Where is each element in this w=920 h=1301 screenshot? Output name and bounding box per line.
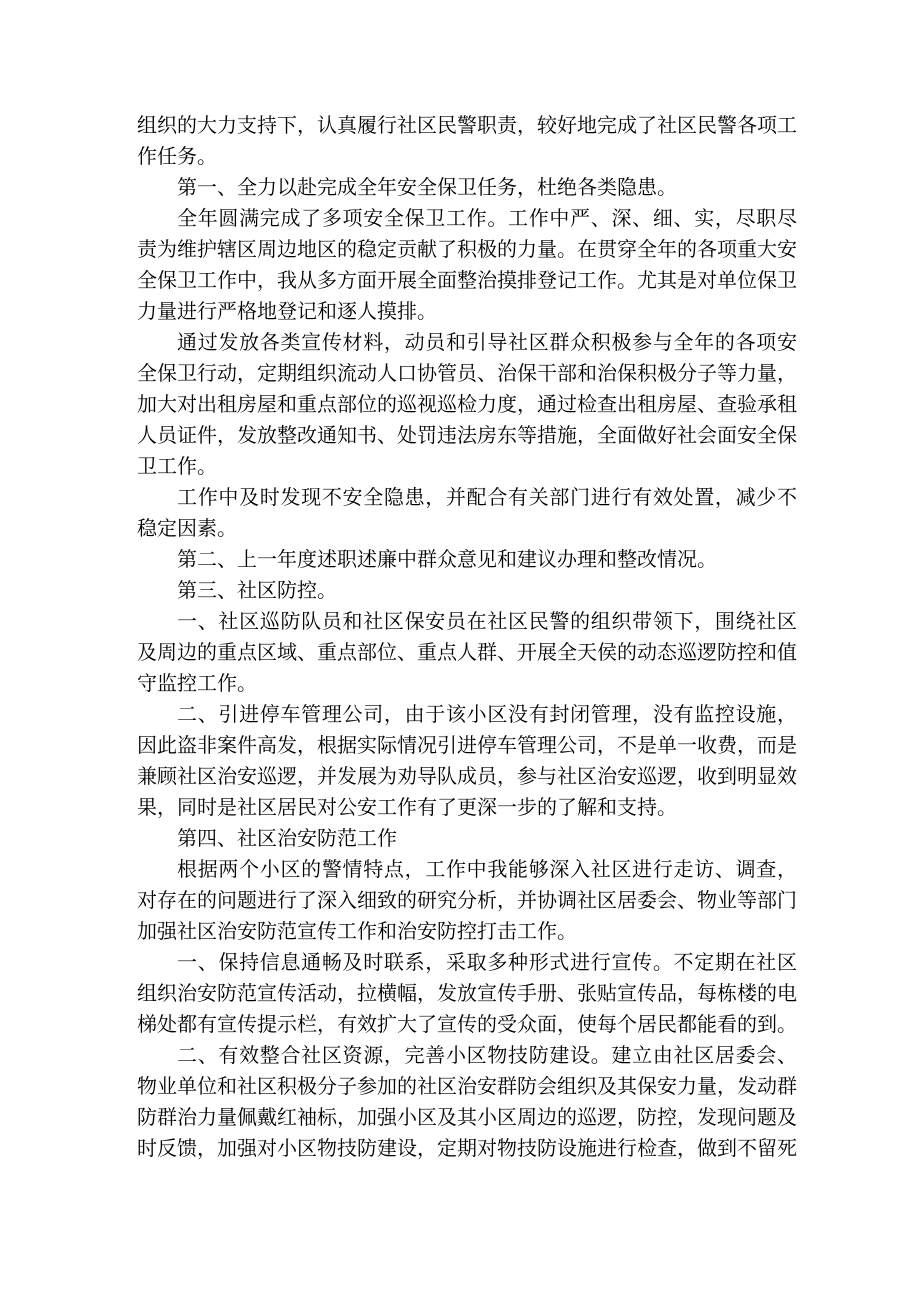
text-line: 及周边的重点区域、重点部位、重点人群、开展全天侯的动态巡逻防控和值 xyxy=(137,642,797,664)
text-line: 力量进行严格地登记和逐人摸排。 xyxy=(137,301,437,323)
text-line: 二、引进停车管理公司，由于该小区没有封闭管理，没有监控设施， xyxy=(177,704,797,726)
paragraph xyxy=(137,328,797,483)
text-line: 作任务。 xyxy=(137,146,217,168)
text-line: 组织的大力支持下，认真履行社区民警职责，较好地完成了社区民警各项工 xyxy=(137,115,797,137)
text-line: 加大对出租房屋和重点部位的巡视巡检力度，通过检查出租房屋、查验承租 xyxy=(137,394,797,416)
text-line: 根据两个小区的警情特点，工作中我能够深入社区进行走访、调查， xyxy=(177,859,797,881)
text-line: 责为维护辖区周边地区的稳定贡献了积极的力量。在贯穿全年的各项重大安 xyxy=(137,239,797,261)
paragraph xyxy=(137,173,797,204)
text-line: 稳定因素。 xyxy=(137,518,237,540)
text-line: 全保卫行动，定期组织流动人口协管员、治保干部和治保积极分子等力量， xyxy=(137,363,797,385)
text-line: 梯处都有宣传提示栏，有效扩大了宣传的受众面，使每个居民都能看的到。 xyxy=(137,1014,797,1036)
paragraph xyxy=(137,1041,797,1165)
paragraph xyxy=(137,855,797,948)
text-line: 第三、社区防控。 xyxy=(177,580,337,602)
text-line: 对存在的问题进行了深入细致的研究分析，并协调社区居委会、物业等部门 xyxy=(137,890,797,912)
text-line: 第一、全力以赴完成全年安全保卫任务，杜绝各类隐患。 xyxy=(177,177,677,199)
text-line: 全年圆满完成了多项安全保卫工作。工作中严、深、细、实，尽职尽 xyxy=(177,208,797,230)
paragraph xyxy=(137,948,797,1041)
text-line: 一、社区巡防队员和社区保安员在社区民警的组织带领下，围绕社区 xyxy=(177,611,797,633)
text-line: 全保卫工作中，我从多方面开展全面整治摸排登记工作。尤其是对单位保卫 xyxy=(137,270,797,292)
text-line: 时反馈，加强对小区物技防建设，定期对物技防设施进行检查，做到不留死 xyxy=(137,1138,797,1160)
document-text-block xyxy=(137,111,797,1165)
text-line: 守监控工作。 xyxy=(137,673,257,695)
text-line: 防群治力量佩戴红袖标，加强小区及其小区周边的巡逻，防控，发现问题及 xyxy=(137,1107,797,1129)
paragraph xyxy=(137,824,797,855)
paragraph xyxy=(137,607,797,700)
text-line: 第二、上一年度述职述廉中群众意见和建议办理和整改情况。 xyxy=(177,549,717,571)
text-line: 人员证件，发放整改通知书、处罚违法房东等措施，全面做好社会面安全保 xyxy=(137,425,797,447)
text-line: 加强社区治安防范宣传工作和治安防控打击工作。 xyxy=(137,921,577,943)
text-line: 一、保持信息通畅及时联系，采取多种形式进行宣传。不定期在社区 xyxy=(177,952,797,974)
paragraph xyxy=(137,545,797,576)
text-line: 物业单位和社区积极分子参加的社区治安群防会组织及其保安力量，发动群 xyxy=(137,1076,797,1098)
text-line: 工作中及时发现不安全隐患，并配合有关部门进行有效处置，减少不 xyxy=(177,487,797,509)
text-line: 兼顾社区治安巡逻，并发展为劝导队成员，参与社区治安巡逻，收到明显效 xyxy=(137,766,797,788)
paragraph xyxy=(137,576,797,607)
text-line: 第四、社区治安防范工作 xyxy=(177,828,397,850)
paragraph xyxy=(137,204,797,328)
text-line: 因此盗非案件高发，根据实际情况引进停车管理公司，不是单一收费，而是 xyxy=(137,735,797,757)
paragraph xyxy=(137,111,797,173)
text-line: 二、有效整合社区资源，完善小区物技防建设。建立由社区居委会、 xyxy=(177,1045,797,1067)
text-line: 组织治安防范宣传活动，拉横幅，发放宣传手册、张贴宣传品，每栋楼的电 xyxy=(137,983,797,1005)
text-line: 卫工作。 xyxy=(137,456,217,478)
text-line: 通过发放各类宣传材料，动员和引导社区群众积极参与全年的各项安 xyxy=(177,332,797,354)
paragraph xyxy=(137,700,797,824)
paragraph xyxy=(137,483,797,545)
text-line: 果，同时是社区居民对公安工作有了更深一步的了解和支持。 xyxy=(137,797,677,819)
